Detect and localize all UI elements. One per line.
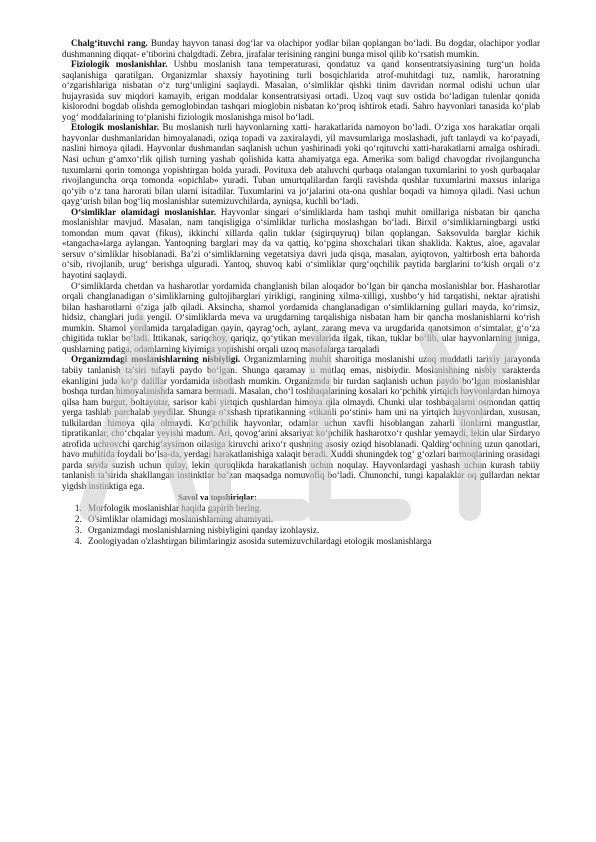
paragraph-text: Bunday hayvon tanasi dog‘lar va olachipor yodlar bilan qoplangan bo‘ladi. Bu dogdar, olachipor yodlar dushmanning diqqat- e’tiborini chalgdtadi. Zebra, jirafalar terisining rangini bunga misol qilib ko‘rsatish mumkin. (62, 38, 540, 59)
paragraph-heading: O‘simliklar olamidagi moslanishlar. (71, 206, 216, 217)
document-page (62, 38, 540, 548)
paragraph-text: Ushbu moslanish tana temperaturasi, qondatuz va qand konsentratsiyasining turg‘un holda saqlanishiga qaratilgan. Organizmlar shaxsiy hayotining turli bosqichlarida atrof-muhitdagi tuz, namlik, haroratning o‘zgarishlariga nisbatan o‘z turg‘unligini saqlaydi. Masalan, o‘simliklar qishki tinim davridan normal odishi uchun ular hujayrasida suv miqdori kamayib, erigan moddalar konsentratsiyasi ortadi. Uzoq vaqt suv ostida bo‘ladigan tulenlar qonida kislorodni bogdab olishda gemoglobindan tashqari mioglobin nisbatan ko‘proq ishtirok etadi. Sahro hayvonlari tanasida ko‘plab yog‘ moddalarining to‘planishi fiziologik moslanishga misol bo‘ladi. (62, 59, 540, 122)
paragraph-distracting-color (62, 38, 540, 59)
paragraph-heading: Etologik moslanishlar. (71, 122, 160, 133)
paragraph-heading: Chalg‘ituvchi rang. (71, 38, 148, 48)
question-item: 2. O'simliklar olamidagi moslanishlarning ahamiyati. (84, 514, 540, 525)
paragraph-ethological (62, 122, 540, 206)
paragraph-text: Bu moslanish turli hayvonlarning xatti- harakatlarida namoyon bo‘ladi. O‘ziga xos harakatlar orqali hayvonlar dushmanlaridan himoyalanadi, oziqa topadi va zaxiralaydi, yil mavsumlariga moslashadi, juft tanlaydi va ko‘payadi, naslini himoya qiladi. Hayvonlar dushmandan saqlanish uchun yashirinadi yoki qo‘rqituvchi xatti-harakatlarni amalga oshiradi. Nasi uchun g‘amxo‘rlik qilish turning yashab qolishida katta ahamiyatga ega. Amerika som baligd chavogdar rivojlanguncha tuxumlarni qorin tomonga yopishtirgan holda yuradi. Povituxa deb ataluvchi qurbaqa otalangan tuxumlarini to yosh qurbaqalar rivojlanguncha orqa tomonda «opichlab» yuradi. Tuban umurtqalilardan farqli ravishda qushlar tuxumlarini maxsus inlariga qo‘yib o‘z tana harorati bilan ularni isitadilar. Tuxumlarini va jo‘jalarini ota-ona qushlar boqadi va himoya qiladi. Nasi uchun qayg‘urish bilan bog‘liq moslanishlar sutemizuvchilarda, ayniqsa, kuchli bo‘ladi. (62, 122, 540, 207)
question-item: 1. Morfologik moslanishlar haqida gapirib bering. (84, 503, 540, 514)
question-item: 4. Zoologiyadan o'zlashtirgan bilimlaringiz asosida sutemizuvchilardagi etologik moslanishlarga (84, 536, 540, 547)
paragraph-text: O‘simliklarda chetdan va hasharotlar yordamida changlanish bilan aloqador bo‘lgan bir qancha moslanishlar bor. Hasharotlar orqali changlanadigan o‘simliklarning gultojibarglari yirikligi, rangining xilma-xilligi, xushbo‘y hid tarqatishi, nektar ajratishi bilan hasharotlarni o‘ziga jalb qiladi. Aksincha, shamol yordamida changlanadigan o‘simliklarning gullari mayda, ko‘rimsiz, hidsiz, changlari juda yengil. O‘simliklarda meva va urugdarning tarqalishiga nisbatan ham bir qancha moslanishlarni ko‘rish mumkin. Shamol yordamida tarqaladigan qayin, qayrag‘och, aylant, zarang meva va urugdarida qanotsimon o‘simtalar, g‘o‘za chigitida tuklar bo‘ladi. Ittikanak, sariqchoy, qariqiz, qo‘ytikan mevalarida ilgak, tikan, tuklar bo‘lib, ular hayvonlarning juniga, qushlarning patiga, odamlarning kiyimiga yopishishi orqali uzoq masofalarga tarqaladi (62, 280, 540, 354)
paragraph-heading: Fiziologik moslanishlar. (71, 59, 168, 70)
question-item: 3. Organizmdagi moslanishlarning nisbiyligini qanday izohlaysiz. (84, 525, 540, 536)
paragraph-plant-adaptations (62, 207, 540, 281)
paragraph-text: Hayvonlar singari o‘simliklarda ham tashqi muhit omillariga nisbatan bir qancha moslanishlar mavjud. Masalan, nam tanqisligiga o‘simliklar turlicha moslashgan bo‘ladi. Birxil o‘simliklarningbargi ustki tomondan mum qavat (fikus), ikkinchi xillarda qalin tuklar (sigirquyruq) bilan qoplangan. Saksovulda barglar kichik «tangacha»larga aylangan. Yantoqning barglari may da va qattiq, ko‘pgina shoxchalari tikan shaklida. Kaktus, aloe, agavalar sersuv o‘simliklar hisoblanadi. Ba’zi o‘simliklarning vegetatsiya davri juda qisqa, masalan, ayiqtovon, yaltirbosh erta bahorda o‘sib, rivojlanib, urug‘ berishga ulguradi. Yantoq, shuvoq kabi o‘simliklar qurg‘oqchilik paytida barglarini to‘kish orqali o‘z hayotini saqlaydi. (62, 206, 540, 281)
questions-title: Savol va topshiriqlar: (178, 491, 257, 502)
paragraph-heading: Organizmdagi moslanishlarning nisbiyligi. (71, 354, 241, 365)
paragraph-pollination (62, 281, 540, 355)
paragraph-relativity (62, 354, 540, 491)
paragraph-text: Organizmlarning muhit sharoitiga moslanishi uzoq muddatli tarixiy jarayonda tabiiy tanlanish ta’siri tufayli paydo bo‘lgan. Shunga qaramay u mutlaq emas, nisbiydir. Moslanishning nisbiy xarakterda ekanligini juda ko‘p dalillar yordamida isbotlash mumkin. Organizmda bir turdan saqlanish uchun paydo bo‘lgan moslanishlar boshqa turdan himoyalanishda samara bermadi. Masalan, cho‘l toshbaqalarining kosalari ko‘pchibk yirtqich hayvonlardan himoya qilsa ham burgut, boltayutar, sarisor kabi yirtqich qushlardan himoya qila olmaydi. Chunki ular toshbaqalarni osmondan qattiq yerga tashlab parchalab yeydilar. Shunga o‘xshash tipratikanning «tikanli po‘stini» ham uni na yirtqich hayvonlardan, xususan, tulkilardan himoya qila olmaydi. Ko‘pchilik hayvonlar, odamlar uchun xavfli hisoblangan zaharli ilonlarni mangustlar, tipratikanlar, cho‘chqalar yeyishi madum. Ari, qovog‘arini aksariyat ko‘pchilik hasharotxo‘r qushlar yemaydi, lekin ular Sirdaryo atrofida uchrovchi qarchig‘aysimon oilasiga kiruvchi arixo‘r qushning asosiy oziqd hisoblanadi. Qaldirg‘ochning uzun qanotlari, havo muhitida foydali bo‘lsa-da, yerdagi harakatlanishiga xalaqit beradi. Xuddi shuningdek tog‘ g‘ozlari barmoqlarining orasidagi parda suvda suzish uchun qulay, lekin quruqlikda harakatlanish uchun noqulay. Hayvonlardagi yashash uchun kurash tabiiy tanlanish ta’sirida shakllangan instinktlar ba’zan maqsadga nomuvofiq bo‘ladi. Chunonchi, tungi kapalaklar oq gullardan nektar yigdsh instinktiga ega. (62, 354, 540, 491)
paragraph-physiological (62, 59, 540, 122)
questions-list (62, 503, 540, 548)
